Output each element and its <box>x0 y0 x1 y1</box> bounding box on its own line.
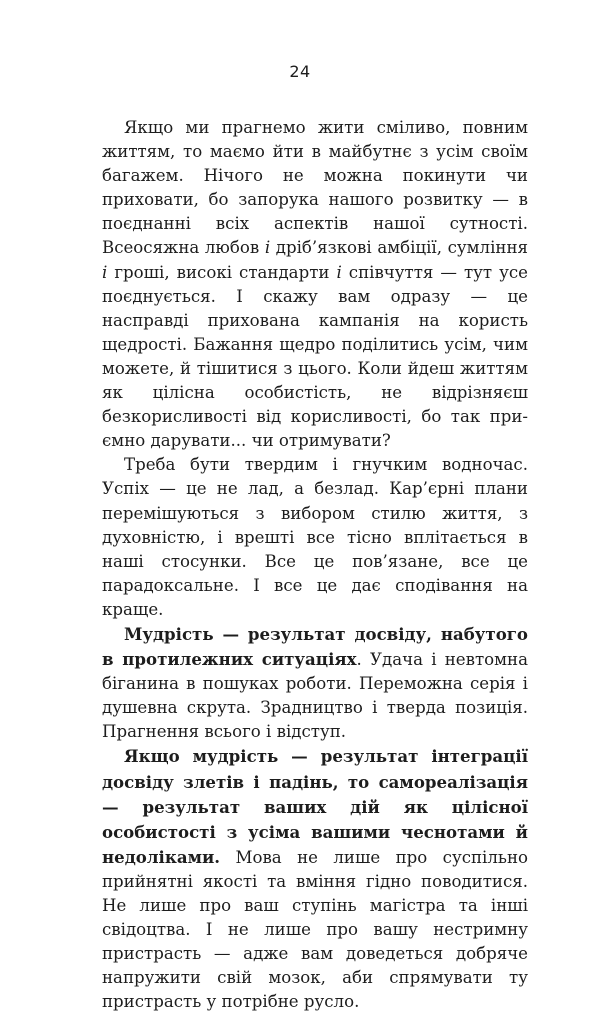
text-run-italic: і <box>102 262 108 282</box>
page-number: 24 <box>289 62 311 81</box>
text-run-bold: Мудрість — результат досвіду, набутого в протилежних ситуаціях <box>102 623 528 670</box>
body-text <box>102 116 528 1014</box>
text-run: співчуття — тут усе поєднується. І скажу вам одразу — це насправді прихована кампанія на користь щедрості. Бажання щедро поділитись усім, чим можете, й тішитися з цього. Коли йдеш життям як цілісна особистість, не відрізняєш безкорисливості від корисливості, бо так приємно дарувати... чи отримувати? <box>102 262 528 451</box>
paragraph <box>102 116 528 453</box>
text-run: Якщо ми прагнемо жити сміливо, повним життям, то маємо йти в майбутнє з усім своїм багажем. Нічого не можна покинути чи приховати, бо запорука нашого розвитку — в поєднанні всіх аспектів нашої сутності. Всеосяжна любов <box>102 118 528 258</box>
text-run: дріб’язкові амбіції, сумління <box>270 238 528 258</box>
paragraph <box>102 622 528 744</box>
paragraph <box>102 453 528 622</box>
text-run-bold: Якщо мудрість — результат інтеграції досвіду злетів і падінь, то самореалізація — результат ваших дій як цілісної особистості з усіма вашими чеснотами й недоліками. <box>102 746 528 867</box>
text-run: Мова не лише про суспільно прийнятні якості та вміння гідно поводитися. Не лише про ваш ступінь магістра та інші свідоцтва. І не лише про вашу нестримну пристрасть — адже вам доведеться добряче напружити свій мозок, аби спрямувати ту пристрасть у потрібне русло. <box>102 847 528 1012</box>
text-run-italic: і <box>336 262 342 282</box>
text-run-italic: і <box>264 238 271 258</box>
text-run: Треба бути твердим і гнучким водночас. Успіх — це не лад, а безлад. Кар’єрні плани перемішуються з вибором стилю життя, з духовністю, і врешті все тісно вплітається в наші стосунки. Все це пов’язане, все це парадоксальне. І все це дає сподівання на краще. <box>102 455 528 619</box>
text-run: . Удача і невтомна біганина в пошуках роботи. Переможна серія і душевна скрута. Зрадництво і тверда позиція. Прагнення всього і відступ. <box>102 650 528 742</box>
paragraph <box>102 744 528 1014</box>
text-run: гроші, високі стандарти <box>107 262 337 282</box>
